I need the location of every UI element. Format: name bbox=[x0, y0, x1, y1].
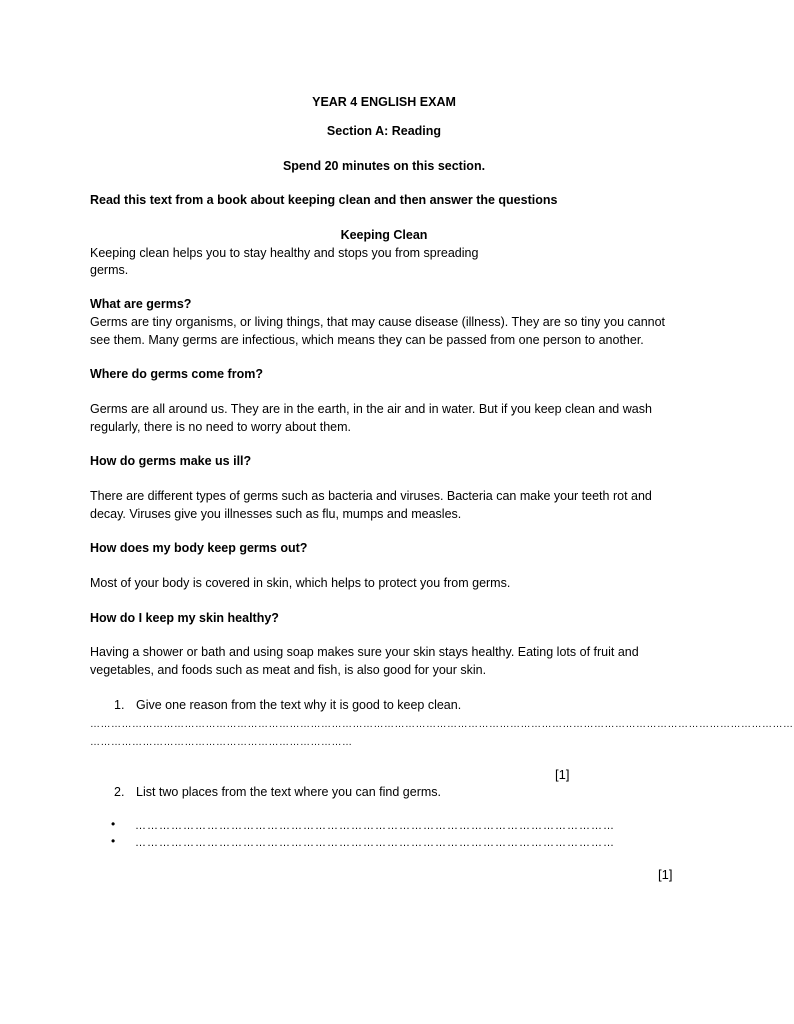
marks-label: [1] bbox=[658, 867, 673, 882]
question-text: List two places from the text where you can find germs. bbox=[136, 785, 441, 799]
question-2 bbox=[114, 784, 441, 802]
exam-title: YEAR 4 ENGLISH EXAM bbox=[312, 95, 456, 109]
question-number: 1. bbox=[114, 698, 125, 712]
bullet-icon: • bbox=[111, 817, 116, 831]
intro-line-1: Keeping clean helps you to stay healthy and stops you from spreading bbox=[90, 246, 479, 260]
question-text: Give one reason from the text why it is good to keep clean. bbox=[136, 698, 462, 712]
section-body: Most of your body is covered in skin, which helps to protect you from germs. bbox=[90, 576, 511, 590]
answer-line[interactable]: ………………………………………………………………………………………………………… bbox=[135, 837, 615, 849]
marks-label: [1] bbox=[555, 767, 570, 782]
section-heading: Where do germs come from? bbox=[90, 367, 263, 381]
bullet-icon: • bbox=[111, 834, 116, 848]
question-1 bbox=[114, 697, 461, 715]
section-body: There are different types of germs such as bacteria and viruses. Bacteria can make your teeth rot and decay. Viruses give you illnesses such as flu, mumps and measles. bbox=[90, 489, 652, 521]
timing-note: Spend 20 minutes on this section. bbox=[282, 159, 486, 173]
section-heading: How do I keep my skin healthy? bbox=[90, 611, 279, 625]
section-heading: How does my body keep germs out? bbox=[90, 541, 308, 555]
text-heading: Keeping Clean bbox=[340, 228, 428, 242]
intro-line-2: germs. bbox=[90, 263, 129, 277]
section-body: Germs are tiny organisms, or living things, that may cause disease (illness). They are so tiny you cannot see them. Many germs are infectious, which means they can be passed from one person to another. bbox=[90, 315, 666, 347]
answer-line[interactable]: ………………………………………………………………… bbox=[90, 737, 353, 748]
section-title: Section A: Reading bbox=[326, 124, 442, 138]
question-number: 2. bbox=[114, 785, 125, 799]
section-heading: What are germs? bbox=[90, 297, 192, 311]
section-heading: How do germs make us ill? bbox=[90, 454, 252, 468]
answer-line[interactable]: ………………………………………………………………………………………………………… bbox=[135, 820, 615, 832]
section-body: Having a shower or bath and using soap makes sure your skin stays healthy. Eating lots of fruit and vegetables, and foods such as meat and fish, is also good for your skin. bbox=[90, 645, 639, 677]
section-body: Germs are all around us. They are in the earth, in the air and in water. But if you keep clean and wash regularly, there is no need to worry about them. bbox=[90, 402, 652, 434]
instruction: Read this text from a book about keeping clean and then answer the questions bbox=[90, 193, 558, 207]
answer-line[interactable]: ………………………………………………………………………………………………………………………………………………………………………………… bbox=[90, 719, 794, 730]
